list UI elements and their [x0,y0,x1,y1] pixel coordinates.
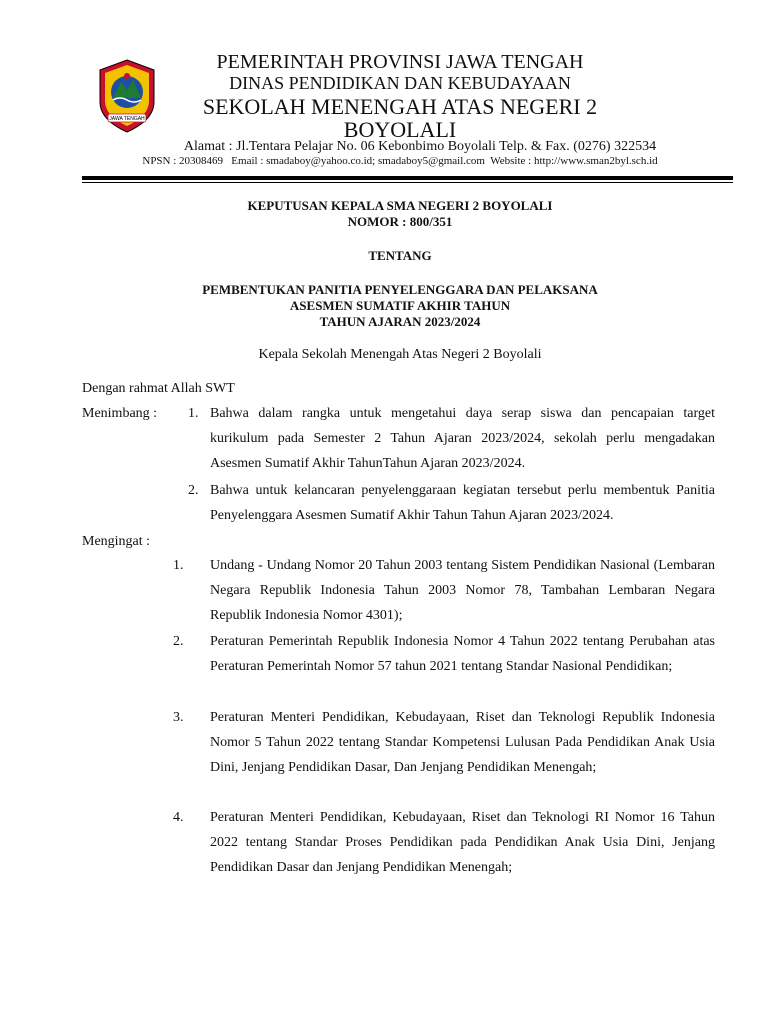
kop-pemerintah: PEMERINTAH PROVINSI JAWA TENGAH [216,51,584,73]
judul-keputusan: KEPUTUSAN KEPALA SMA NEGERI 2 BOYOLALI [247,198,553,213]
kop-dinas: DINAS PENDIDIKAN DAN KEBUDAYAAN [229,73,571,93]
mengingat-item-2: Peraturan Pemerintah Republik Indonesia Nomor 4 Tahun 2022 tentang Perubahan atas Peraturan Pemerintah Nomor 57 tahun 2021 tentang Standar Nasional Pendidikan; [210,634,715,674]
judul-perihal-3: TAHUN AJARAN 2023/2024 [319,314,481,329]
judul-pejabat: Kepala Sekolah Menengah Atas Negeri 2 Boyolali [258,347,542,362]
judul-perihal-1: PEMBENTUKAN PANITIA PENYELENGGARA DAN PELAKSANA [202,282,598,297]
jawa-tengah-emblem-icon [96,58,158,134]
mengingat-num-2: 2. [173,634,184,649]
kop-divider-thick [82,176,733,180]
menimbang-label: Menimbang : [82,406,158,421]
mengingat-item-4: Peraturan Menteri Pendidikan, Kebudayaan, Riset dan Teknologi RI Nomor 16 Tahun 2022 tentang Standar Proses Pendidikan pada Pendidikan Anak Usia Dini, Jenjang Pendidikan Dasar dan Jenjang Pendidikan Menengah; [210,810,715,875]
mengingat-item-3: Peraturan Menteri Pendidikan, Kebudayaan, Riset dan Teknologi Republik Indonesia Nomor 5 Tahun 2022 tentang Standar Kompetensi Lulusan Pada Pendidikan Anak Usia Dini, Jenjang Pendidikan Dasar, Dan Jenjang Pendidikan Menengah; [210,710,715,775]
menimbang-item-1: Bahwa dalam rangka untuk mengetahui daya serap siswa dan pencapaian target kurikulum pada Semester 2 Tahun Ajaran 2023/2024, sekolah perlu mengadakan Asesmen Sumatif Akhir TahunTahun Ajaran 2023/2024. [210,406,715,471]
menimbang-num-1: 1. [188,406,199,421]
menimbang-item-2: Bahwa untuk kelancaran penyelenggaraan kegiatan tersebut perlu membentuk Panitia Penyelenggara Asesmen Sumatif Akhir Tahun Tahun Ajaran 2023/2024. [210,483,715,523]
judul-nomor: NOMOR : 800/351 [347,214,453,229]
kop-sekolah: SEKOLAH MENENGAH ATAS NEGERI 2 [202,94,598,119]
judul-perihal-2: ASESMEN SUMATIF AKHIR TAHUN [289,298,511,313]
mengingat-num-3: 3. [173,710,184,725]
menimbang-num-2: 2. [188,483,199,498]
logo-lettering: JAWA TENGAH [109,116,145,122]
kop-divider-thin [82,182,733,183]
mengingat-num-4: 4. [173,810,184,825]
mengingat-label: Mengingat : [82,534,151,549]
pembuka: Dengan rahmat Allah SWT [82,381,235,396]
mengingat-item-1: Undang - Undang Nomor 20 Tahun 2003 tentang Sistem Pendidikan Nasional (Lembaran Negara Republik Indonesia Tahun 2003 Nomor 78, Tambahan Lembaran Negara Republik Indonesia Nomor 4301); [210,558,715,623]
kop-kontak: NPSN : 20308469 Email : smadaboy@yahoo.co.id; smadaboy5@gmail.com Website : http://www.sman2byl.sch.id [142,155,658,167]
judul-tentang: TENTANG [368,248,432,263]
kop-alamat: Alamat : Jl.Tentara Pelajar No. 06 Kebonbimo Boyolali Telp. & Fax. (0276) 322534 [183,139,657,154]
mengingat-num-1: 1. [173,558,184,573]
kop-kota: BOYOLALI [343,117,457,142]
